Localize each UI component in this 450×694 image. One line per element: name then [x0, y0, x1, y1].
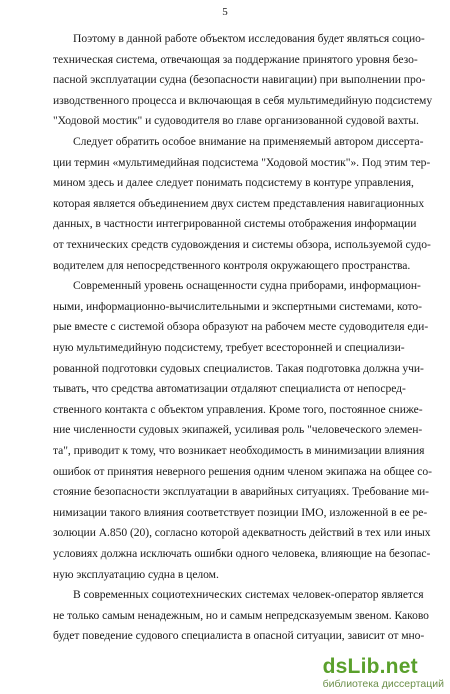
text-line: та", приводит к тому, что возникает необходимость в минимизации влияния — [53, 444, 425, 457]
text-line: ную мультимедийную подсистему, требует всесторонней и специализи- — [53, 341, 405, 354]
page-number: 5 — [222, 6, 228, 18]
text-line: ние численности судовых экипажей, усиливая роль "человеческого элемен- — [53, 423, 423, 437]
text-line: которая является объединением двух систем представления навигационных — [53, 196, 425, 210]
text-line: стояние безопасности эксплуатации в аварийных ситуациях. Требование ми- — [53, 485, 429, 499]
text-line: не только самым ненадежным, но и самым непредсказуемым звеном. Каково — [53, 608, 429, 622]
text-line: В современных социотехнических системах человек-оператор является — [73, 588, 424, 602]
text-line: пасной эксплуатации судна (безопасности навигации) при выполнении про- — [53, 73, 426, 87]
text-line: рые вместе с системой обзора образуют на рабочем месте судоводителя еди- — [53, 320, 429, 334]
text-line: тывать, что средства автоматизации отдаляют специалиста от непосред- — [53, 382, 406, 396]
text-line: нимизации такого влияния соответствует позиции IMO, изложенной в ее ре- — [53, 505, 428, 519]
text-line: Поэтому в данной работе объектом исследования будет являться социо- — [73, 32, 425, 45]
text-line: рованной подготовки судовых специалистов. Такая подготовка должна учи- — [53, 361, 424, 375]
text-line: ную эксплуатацию судна в целом. — [53, 567, 219, 581]
text-line: Современный уровень оснащенности судна приборами, информацион- — [73, 279, 421, 293]
text-line: "Ходовой мостик" и судоводителя во главе организованной судовой вахты. — [53, 114, 419, 128]
text-line: Следует обратить особое внимание на применяемый автором диссерта- — [73, 135, 424, 148]
text-line: ственного контакта с объектом управления. Кроме того, постоянное сниже- — [53, 402, 423, 416]
text-line: ными, информационно-вычислительными и экспертными системами, кото- — [53, 299, 422, 313]
text-line: данных, в частности интегрированной системы отображения информации — [53, 217, 417, 231]
text-line: от технических средств судовождения и системы обзора, используемой судо- — [53, 238, 431, 251]
watermark-subtitle: библиотека диссертаций — [322, 678, 444, 690]
text-line: ции термин «мультимедийная подсистема "Ходовой мостик"». Под этим тер- — [53, 155, 431, 169]
text-line: техническая система, отвечающая за поддержание принятого уровня безо- — [53, 52, 418, 66]
text-line: водителем для непосредственного контроля окружающего пространства. — [53, 258, 411, 272]
watermark-logo: dsLib.net — [322, 655, 418, 678]
text-line: ошибок от принятия неверного решения одним членом экипажа на общее со- — [53, 464, 432, 478]
text-line: золюции A.850 (20), согласно которой адекватность действий в тех или иных — [53, 526, 431, 540]
text-line: изводственного процесса и включающая в себя мультимедийную подсистему — [53, 93, 433, 107]
text-line: условиях должна исключать ошибки одного человека, влияющие на безопас- — [53, 547, 431, 560]
dslib-watermark — [323, 656, 444, 690]
text-line: будет поведение судового специалиста в опасной ситуации, зависит от мно- — [53, 629, 425, 643]
text-line: мином здесь и далее следует понимать подсистему в контуре управления, — [53, 176, 414, 190]
